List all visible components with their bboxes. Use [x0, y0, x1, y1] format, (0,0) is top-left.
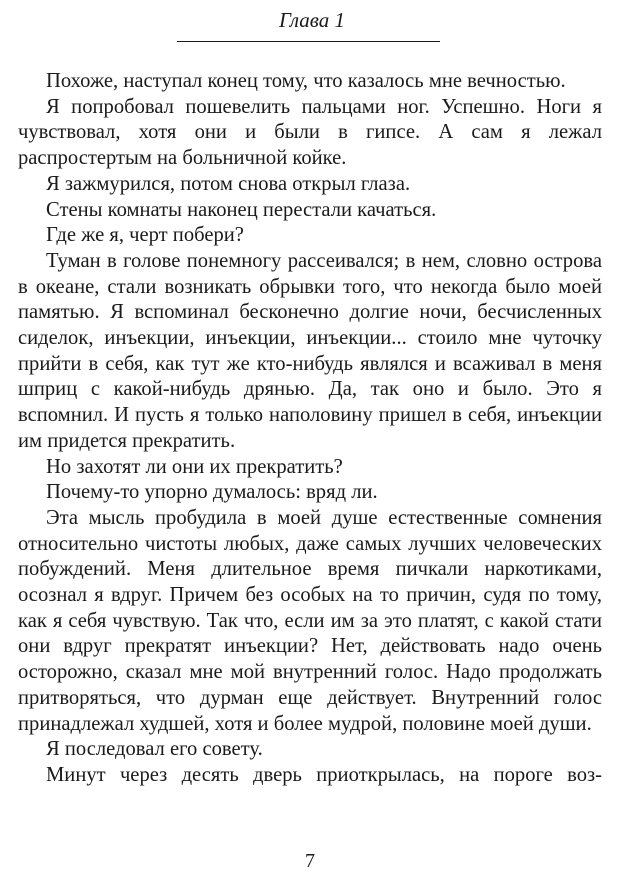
paragraph: Я зажмурился, потом снова открыл глаза. [46, 172, 411, 195]
paragraph: Почему-то упорно думалось: вряд ли. [46, 481, 378, 504]
header-rule [177, 41, 440, 42]
page-number: 7 [305, 850, 315, 872]
paragraph: Туман в голове понемногу рассеивался; в нем, словно острова в океане, стали возникать обрывки того, что некогда было моей памятью. Я вспоминал бесконечно долгие ночи, бесчисленных сиделок, инъекции, инъекции, инъекции... стоило мне чуточку прийти в себя, как тут же кто-нибудь являлся и всаживал в меня шприц с какой-нибудь дрянью. Да, так оно и было. Это я вспомнил. И пусть я только наполовину пришел в себя, инъекции им придется прекратить. [18, 249, 602, 452]
body-text [18, 69, 602, 789]
running-header [0, 6, 620, 34]
paragraph: Я последовал его совету. [46, 738, 263, 761]
paragraph: Где же я, черт побери? [46, 224, 244, 247]
paragraph: Похоже, наступал конец тому, что казалось мне вечностью. [46, 70, 566, 92]
paragraph: Стены комнаты наконец перестали качаться. [46, 198, 437, 221]
paragraph: Но захотят ли они их прекратить? [46, 455, 343, 478]
chapter-title: Глава 1 [279, 8, 345, 32]
paragraph: Я попробовал пошевелить пальцами ног. Успешно. Ноги я чувствовал, хотя они и были в гипсе. А сам я лежал распростертым на больничной койке. [18, 95, 602, 170]
paragraph: Минут через десять дверь приоткрылась, на пороге воз- [46, 763, 602, 786]
paragraph: Эта мысль пробудила в моей душе естественные сомнения относительно чистоты любых, даже самых лучших человеческих побуждений. Меня длительное время пичкали наркотиками, осознал я вдруг. Причем без особых на то причин, судя по тому, как я себя чувствую. Так что, если им за это платят, с какой стати они вдруг прекратят инъекции? Нет, действовать надо очень осторожно, сказал мне мой внутренний голос. Надо продолжать притворяться, что дурман еще действует. Внутренний голос принадлежал худшей, хотя и более мудрой, половине моей души. [18, 506, 602, 735]
